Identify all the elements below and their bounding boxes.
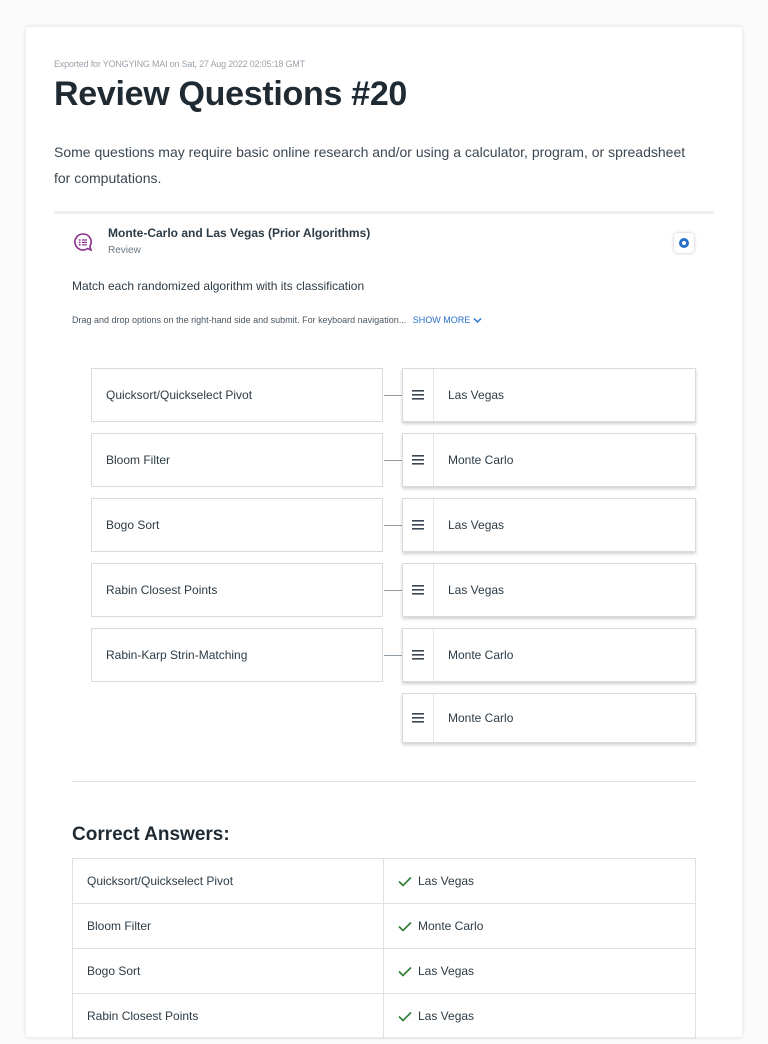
table-row [73, 949, 696, 994]
answer-option[interactable] [402, 563, 696, 617]
match-item [91, 628, 383, 682]
table-row [73, 994, 696, 1039]
match-item [91, 563, 383, 617]
show-more-label: SHOW MORE [412, 315, 471, 325]
match-item-label: Bloom Filter [106, 453, 171, 467]
divider [72, 781, 696, 782]
correct-answers-title: Correct Answers: [72, 824, 230, 845]
question-title: Monte-Carlo and Las Vegas (Prior Algorithms) [108, 226, 371, 240]
answer-item: Quicksort/Quickselect Pivot [73, 859, 384, 904]
match-connector [384, 590, 402, 591]
match-connector [384, 525, 402, 526]
answer-option-label: Las Vegas [448, 518, 505, 532]
match-item [91, 368, 383, 422]
settings-dot-icon[interactable] [674, 233, 694, 253]
answer-cell [384, 949, 696, 994]
drag-handle-icon[interactable] [403, 564, 434, 616]
answer-item: Bogo Sort [73, 949, 384, 994]
instructions [72, 315, 482, 325]
answer-cell [384, 994, 696, 1039]
match-item [91, 498, 383, 552]
question-bubble-icon [73, 232, 93, 252]
answer-option-label: Monte Carlo [448, 453, 514, 467]
match-item-label: Rabin Closest Points [106, 583, 218, 597]
correct-answers-table [72, 858, 696, 1039]
drag-handle-icon[interactable] [403, 694, 434, 742]
check-icon [398, 921, 412, 932]
answer-item: Bloom Filter [73, 904, 384, 949]
match-item-label: Bogo Sort [106, 518, 160, 532]
check-icon [398, 876, 412, 887]
check-icon [398, 966, 412, 977]
chevron-down-icon [473, 317, 482, 324]
answer-option[interactable] [402, 498, 696, 552]
match-connector [384, 460, 402, 461]
answer-option-extra[interactable] [402, 693, 696, 743]
answer-value: Las Vegas [418, 874, 475, 888]
answer-value: Las Vegas [418, 964, 475, 978]
answer-option[interactable] [402, 368, 696, 422]
drag-handle-icon[interactable] [403, 499, 434, 551]
instructions-text: Drag and drop options on the right-hand side and submit. For keyboard navigation... [72, 315, 407, 325]
drag-handle-icon[interactable] [403, 434, 434, 486]
table-row [73, 859, 696, 904]
question-prompt: Match each randomized algorithm with its classification [72, 279, 365, 293]
table-row [73, 904, 696, 949]
export-info: Exported for YONGYING MAI on Sat, 27 Aug 2022 02:05:18 GMT [54, 59, 305, 69]
answer-value: Monte Carlo [418, 919, 484, 933]
match-item-label: Quicksort/Quickselect Pivot [106, 388, 253, 402]
answer-cell [384, 904, 696, 949]
drag-handle-icon[interactable] [403, 629, 434, 681]
answer-option[interactable] [402, 433, 696, 487]
answer-option[interactable] [402, 628, 696, 682]
drag-handle-icon[interactable] [403, 369, 434, 421]
answer-cell [384, 859, 696, 904]
answer-option-label: Monte Carlo [448, 711, 514, 725]
match-item [91, 433, 383, 487]
answer-option-label: Las Vegas [448, 583, 505, 597]
answer-option-label: Monte Carlo [448, 648, 514, 662]
answer-option-label: Las Vegas [448, 388, 505, 402]
page-title: Review Questions #20 [54, 75, 408, 113]
question-subtitle: Review [108, 245, 141, 256]
export-page [26, 27, 742, 1037]
check-icon [398, 1011, 412, 1022]
intro-text: Some questions may require basic online research and/or using a calculator, program, or spreadsheet for computations. [54, 144, 686, 186]
match-item-label: Rabin-Karp Strin-Matching [106, 648, 248, 662]
match-connector [384, 395, 402, 396]
answer-value: Las Vegas [418, 1009, 475, 1023]
answer-item: Rabin Closest Points [73, 994, 384, 1039]
question-card [54, 211, 714, 1044]
show-more-link[interactable] [413, 315, 482, 325]
match-connector [384, 655, 402, 656]
